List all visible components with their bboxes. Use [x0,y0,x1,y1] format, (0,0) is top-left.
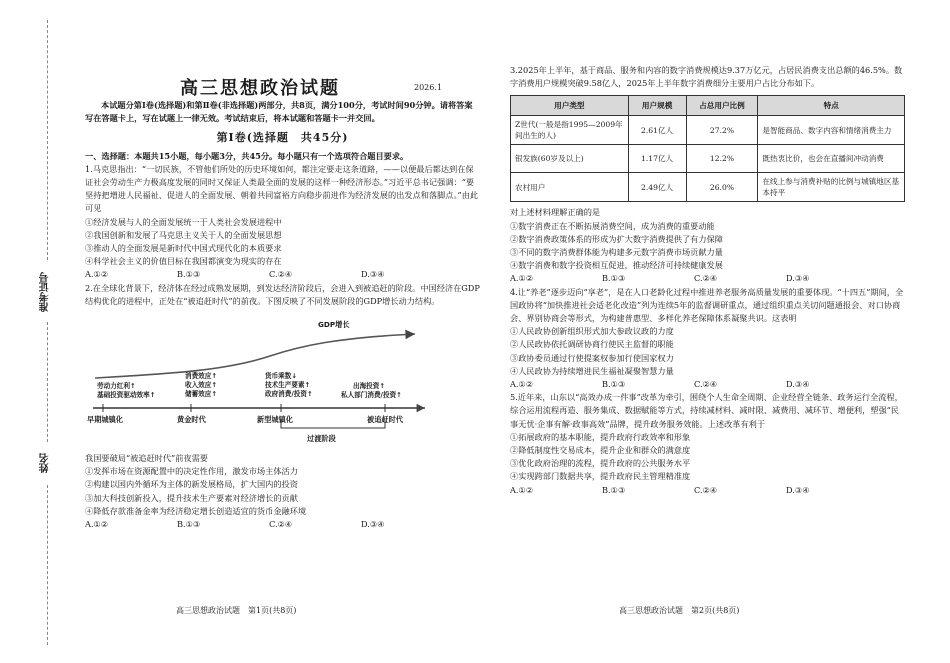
table-header: 用户规模 [628,96,686,116]
table-cell: 2.61亿人 [628,116,686,145]
section-title: 第Ⅰ卷(选择题 共45分) [216,131,349,145]
q2-stem: 2.在全球化背景下，经济体在经过成熟发展期，到发达经济阶段后，会进入到被追赶的阶段。中国经济在GDP结构优化的进程中，正处在“被追赶时代”的前夜。下图反映了不同发展阶段的GDP增长动力结构。 [85,282,480,306]
page-title: 高三思想政治试题 [180,78,340,99]
q1-item: ④科学社会主义的价值目标在我国都演变为现实的存在 [85,256,282,267]
q4-item: ③政协委员通过行使提案权参加行使国家权力 [510,352,674,363]
table-header: 用户类型 [511,96,629,116]
q2-item: ④降低存款准备金率为经济稳定增长创造适宜的货币金融环境 [85,505,307,516]
table-cell: 2.49亿人 [628,173,686,202]
q3-item: ①数字消费正在不断拓展消费空间，成为消费的重要动能 [510,220,715,231]
group2-line: 消费效应↑ [185,372,217,381]
table-header: 特点 [758,96,905,116]
q4-stem: 4.让“养老”逐步迈向“享老”，是在人口老龄化过程中推进养老服务高质量发展的重要体现。“十四五”期间，全国政协将“加快推进社会适老化改造”列为连续5年的监督调研重点，通过组织重点关切问题通报会、对口协商会、界别协商会等形式，为构建普惠型、多样化养老保障体系凝聚共识。这表明 [510,286,904,324]
group4-line: 私人部门消费/投资↑ [341,391,402,400]
q2-option: D.③④ [361,519,385,530]
group3-line: 技术生产要素↑ [265,381,311,390]
binding-margin [0,0,75,663]
q2-sub: 我国要破局“被追赶时代”前夜需要 [85,453,208,464]
q5-options [510,484,906,497]
stage-label: 被追赶时代 [367,415,403,425]
table-cell: 26.0% [686,173,758,202]
q5-item: ③优化政府治理的流程，提升政府的公共服务水平 [510,458,691,469]
q2-item: ①发挥市场在资源配置中的决定性作用，激发市场主体活力 [85,466,298,477]
binding-line-middle [47,322,48,442]
exam-number-label: 准考证号 [40,272,51,312]
gdp-curve [95,334,415,378]
q4-option: B.①③ [602,379,626,390]
table-cell: 1.17亿人 [628,145,686,173]
exam-date: 2026.1 [414,83,442,92]
q4-item: ④人民政协为持续增进民生福祉凝聚智慧力量 [510,365,674,376]
q1-option: A.①② [85,269,109,280]
stage-label: 新型城镇化 [257,415,293,425]
gdp-growth-label: GDP增长 [318,320,350,330]
stage-label: 黄金时代 [177,415,206,425]
q5-item: ④实现跨部门数据共享，提升政府民主管理精准度 [510,471,691,482]
q5-item: ①拓展政府的基本职能，提升政府行政效率和形象 [510,431,691,442]
name-label: 姓名 [40,453,51,473]
q1-option: D.③④ [361,269,385,280]
q3-item: ②数字消费政策体系的形成为扩大数字消费提供了有力保障 [510,233,723,244]
q3-item: ④数字消费和数字投资相互促进，推动经济可持续健康发展 [510,260,723,271]
q3-option: D.③④ [786,273,810,284]
group1-line: 基础投资驱动效率↑ [97,391,156,400]
table-cell: 是智能商品、数字内容和情绪消费主力 [758,116,905,145]
right-column [510,64,906,497]
group2-line: 收入效应↑ [185,381,217,390]
table-cell: 银发族(60岁及以上) [511,145,629,173]
q3-stem: 3.2025年上半年，基于商品、服务和内容的数字消费规模达9.37万亿元，占居民消费支出总额的46.5%。数字消费用户规模突破9.58亿人，2025年上半年数字消费细分主要用户占比分布如下。 [510,65,903,89]
q4-item: ②人民政协依托调研协商行使民主监督的职能 [510,339,674,350]
q3-option: A.①② [510,273,534,284]
table-cell: 农村用户 [511,173,629,202]
stage-label: 早期城镇化 [87,415,123,425]
q2-item: ③加大科技创新投入，提升技术生产要素对经济增长的贡献 [85,492,298,503]
left-column [85,99,480,531]
q4-option: A.①② [510,379,534,390]
intro-text: 本试题分第Ⅰ卷(选择题)和第Ⅱ卷(非选择题)两部分，共8页，满分100分，考试时间90分钟。请将答案写在答题卡上，写在试题上一律无效。考试结束后，将本试题和答题卡一并交回。 [85,100,473,124]
table-cell: 12.2% [686,145,758,173]
binding-line-top [47,20,48,260]
q3-sub: 对上述材料理解正确的是 [510,207,601,218]
q4-options [510,378,906,391]
transition-label: 过渡阶段 [307,434,336,444]
table-cell: 在线上参与消费补贴的比例与城镇地区基本持平 [758,173,905,202]
q1-stem: 1.马克思指出：“一切民族，不管他们所处的历史环境如何，都注定要走这条道路，——以便最后都达到在保证社会劳动生产力极高度发展的同时又保证人类最全面的发展的这样一种经济形态。”习近平总书记强调：“要坚持把增进人民福祉、促进人的全面发展、朝着共同富裕方向稳步前进作为经济发展的出发点和落脚点。”由此可见 [85,163,479,214]
section-instruction: 一、选择题：本题共15小题，每小题3分，共45分。每小题只有一个选项符合题目要求。 [85,150,409,161]
group2-line: 储蓄效应↑ [185,390,217,399]
q5-option: B.①③ [602,484,626,495]
q4-option: C.②④ [694,379,718,390]
footer-left: 高三思想政治试题 第1页(共8页) [176,606,297,615]
q4-option: D.③④ [786,379,810,390]
table-row [511,116,905,145]
q1-option: B.①③ [177,269,201,280]
table-header-row [511,96,905,116]
q5-stem: 5.近年来，山东以“高效办成一件事”改革为牵引，围绕个人生命全周期、企业经营全链条、政务运行全流程，综合运用流程再造、服务集成、数据赋能等方式，持续减材料、减时限、减费用、减环节、增便利，塑强“民事无忧·企事有解·政事高效”品牌，提升政务服务效能。上述改革有利于 [510,392,903,429]
digital-consumption-table [510,95,905,202]
table-row [511,173,905,202]
group3-line: 政府消费/投资↑ [265,390,313,399]
gdp-growth-diagram [85,316,480,446]
table-header: 占总用户比例 [686,96,758,116]
binding-line-bottom [47,485,48,645]
q1-item: ③推动人的全面发展是新时代中国式现代化的本质要求 [85,243,282,254]
q2-option: C.②④ [269,519,293,530]
q5-option: D.③④ [786,484,810,495]
q3-options [510,272,906,285]
q1-option: C.②④ [269,269,293,280]
group3-line: 货币乘数↓ [265,372,297,381]
q5-option: C.②④ [694,484,718,495]
group4-line: 出海投资↑ [353,382,385,391]
table-cell: 既热衷比价，也会在直播间冲动消费 [758,145,905,173]
table-row [511,145,905,173]
q5-item: ②降低制度性交易成本，提升企业和群众的满意度 [510,445,691,456]
q3-option: B.①③ [602,273,626,284]
footer-right: 高三思想政治试题 第2页(共8页) [619,606,740,615]
q1-item: ②我国创新和发展了马克思主义关于人的全面发展思想 [85,229,282,240]
table-cell: Z世代(一般是指1995—2009年间出生的人) [511,116,629,145]
table-cell: 27.2% [686,116,758,145]
q3-item: ③不同的数字消费群体能为构建多元数字消费市场贡献力量 [510,247,723,258]
q2-option: A.①② [85,519,109,530]
q5-option: A.①② [510,484,534,495]
q2-item: ②构建以国内外循环为主体的新发展格局，扩大国内的投资 [85,479,298,490]
q2-option: B.①③ [177,519,201,530]
q1-item: ①经济发展与人的全面发展统一于人类社会发展进程中 [85,216,282,227]
group1-line: 劳动力红利↑ [97,382,136,391]
q2-options [85,518,480,531]
q3-option: C.②④ [694,273,718,284]
q4-item: ①人民政协创新组织形式加大参政议政的力度 [510,326,674,337]
q1-options [85,268,480,281]
